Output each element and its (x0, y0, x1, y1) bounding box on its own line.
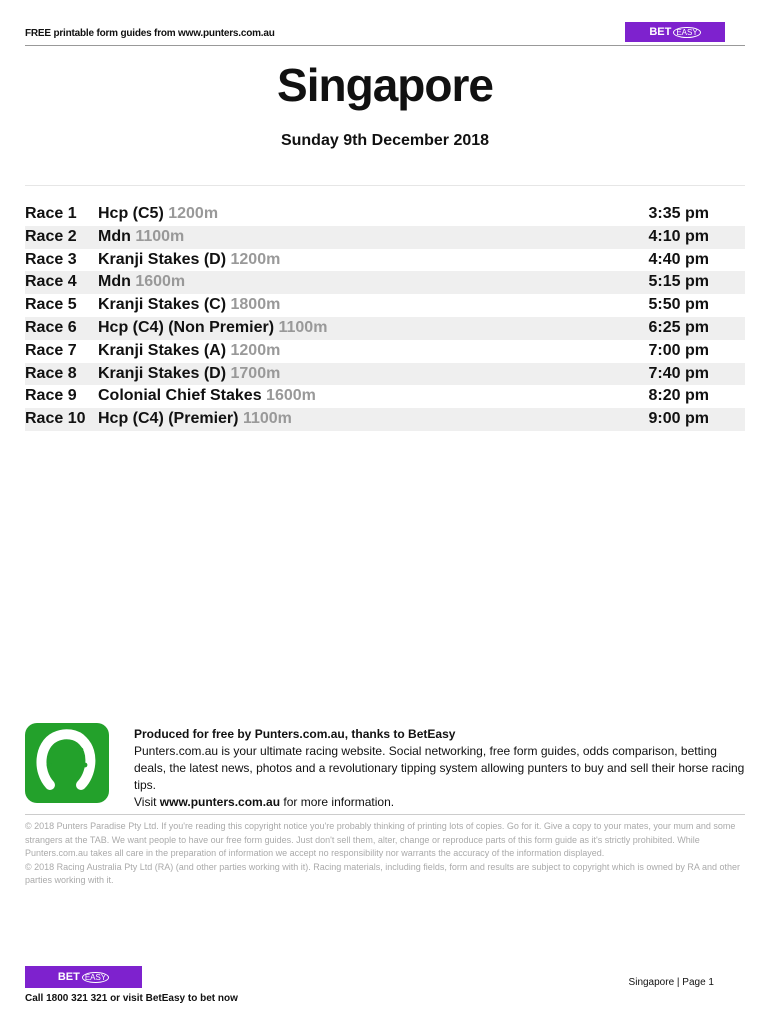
race-name-text: Kranji Stakes (D) (98, 364, 227, 382)
race-distance: 1100m (135, 227, 185, 245)
top-bar (25, 22, 745, 46)
race-distance: 1200m (230, 341, 281, 359)
beteasy-logo-sub: EASY (673, 27, 700, 38)
race-distance: 1600m (266, 387, 316, 405)
legal-notice (25, 820, 745, 888)
race-number: Race 7 (25, 341, 77, 359)
race-name (98, 249, 280, 272)
divider (25, 185, 745, 186)
divider (25, 814, 745, 815)
visit-suffix: for more information. (283, 795, 395, 809)
race-name (98, 317, 327, 340)
race-name (98, 363, 280, 386)
race-number: Race 6 (25, 318, 77, 336)
beteasy-logo[interactable] (625, 22, 725, 42)
race-time: 7:40 pm (648, 364, 709, 382)
race-name (98, 340, 280, 363)
race-list (25, 203, 745, 431)
copyright-racing-australia: © 2018 Racing Australia Pty Ltd (RA) (and other parties working with it). Racing materials, including fields, form and results are subject to copyright which is owned by RA and other parties working with it. (25, 861, 740, 885)
race-time: 5:15 pm (648, 273, 709, 291)
race-row (25, 317, 745, 340)
race-time: 5:50 pm (648, 296, 709, 314)
page-number: Singapore | Page 1 (628, 977, 714, 988)
race-row (25, 271, 745, 294)
race-name (98, 385, 316, 408)
race-number: Race 1 (25, 205, 77, 222)
race-time: 9:00 pm (648, 410, 709, 428)
race-time: 7:00 pm (648, 341, 709, 359)
footer-logo-main: BET (57, 971, 80, 983)
race-number: Race 5 (25, 296, 77, 314)
horseshoe-icon (25, 723, 109, 803)
race-row (25, 226, 745, 249)
race-distance: 1700m (230, 364, 281, 382)
footer-beteasy-logo[interactable] (25, 966, 142, 988)
race-name (98, 408, 292, 431)
race-row (25, 385, 745, 408)
race-name-text: Hcp (C4) (Non Premier) (98, 318, 275, 336)
race-row (25, 340, 745, 363)
beteasy-logo-main: BET (649, 26, 672, 38)
footer-logo-sub: EASY (82, 972, 109, 983)
race-number: Race 2 (25, 227, 77, 245)
race-time: 3:35 pm (648, 205, 709, 222)
race-date: Sunday 9th December 2018 (280, 132, 490, 149)
race-number: Race 9 (25, 387, 77, 405)
race-time: 4:40 pm (648, 250, 709, 268)
race-row (25, 203, 745, 226)
race-name (98, 294, 280, 317)
race-name (98, 271, 185, 294)
produced-text (134, 726, 748, 811)
race-name (98, 226, 184, 249)
race-distance: 1600m (135, 273, 186, 291)
race-name-text: Colonial Chief Stakes (98, 387, 262, 405)
race-name-text: Mdn (98, 273, 131, 291)
produced-body: Punters.com.au is your ultimate racing website. Social networking, free form guides, odds comparison, betting deals, the latest news, photos and a revolutionary tipping system allowing punters to buy and sell their horse racing tips. (134, 744, 745, 792)
race-number: Race 10 (25, 410, 86, 428)
race-distance: 1800m (230, 296, 281, 314)
call-to-action: Call 1800 321 321 or visit BetEasy to bet now (25, 993, 238, 1004)
race-time: 8:20 pm (648, 387, 709, 405)
race-time: 6:25 pm (648, 318, 709, 336)
race-name-text: Kranji Stakes (D) (98, 250, 227, 268)
race-time: 4:10 pm (648, 227, 709, 245)
race-row (25, 363, 745, 386)
race-name-text: Kranji Stakes (C) (98, 296, 227, 314)
race-number: Race 8 (25, 364, 77, 382)
free-guides-text: FREE printable form guides from www.punters.com.au (25, 28, 275, 39)
race-name-text: Kranji Stakes (A) (98, 341, 227, 359)
race-name (98, 203, 218, 226)
race-distance: 1100m (242, 410, 292, 428)
produced-heading: Produced for free by Punters.com.au, thanks to BetEasy (134, 727, 456, 741)
race-name-text: Hcp (C5) (98, 205, 164, 222)
visit-prefix: Visit (134, 795, 157, 809)
race-name-text: Hcp (C4) (Premier) (98, 410, 239, 428)
race-row (25, 408, 745, 431)
copyright-punters: © 2018 Punters Paradise Pty Ltd. If you're reading this copyright notice you're probably thinking of printing lots of copies. Go for it. Give a copy to your mates, your mum and some strangers at the TAB. We want people to have our free form guides. Just don't sell them, alter, change or reproduce parts of this form guide as it's strictly prohibited. While Punters.com.au takes all care in the preparation of information we accept no responsibility nor warrants the accuracy of the information displayed. (25, 821, 736, 858)
visit-line (134, 794, 748, 811)
race-row (25, 294, 745, 317)
race-number: Race 4 (25, 273, 77, 291)
punters-link[interactable]: www.punters.com.au (159, 795, 281, 809)
race-distance: 1200m (168, 205, 219, 222)
race-row (25, 249, 745, 272)
race-number: Race 3 (25, 250, 77, 268)
race-distance: 1200m (230, 250, 281, 268)
race-distance: 1100m (278, 318, 328, 336)
page-title: Singapore (277, 59, 493, 111)
race-name-text: Mdn (98, 227, 131, 245)
